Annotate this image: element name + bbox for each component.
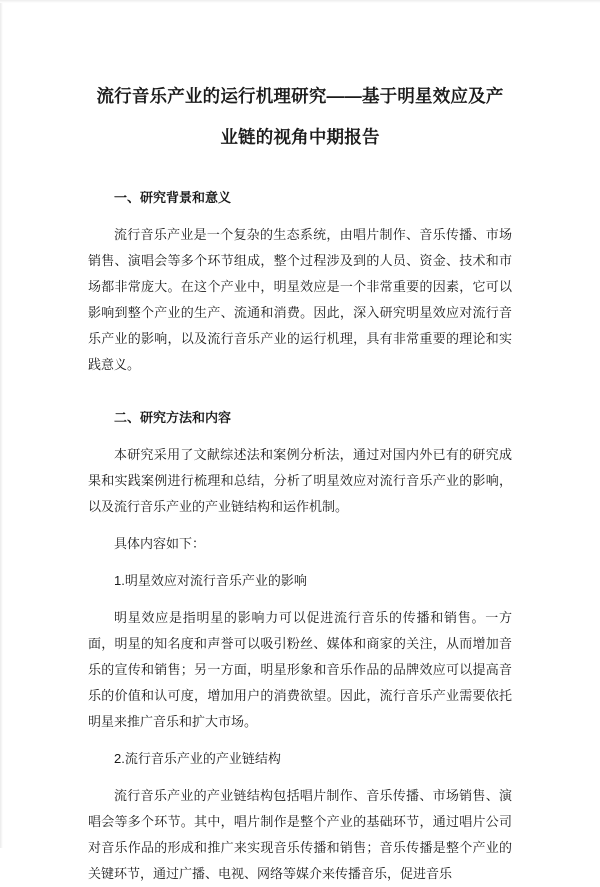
body-paragraph: 流行音乐产业的产业链结构包括唱片制作、音乐传播、市场销售、演唱会等多个环节。其中，唱片制作是整个产业的基础环节，通过唱片公司对音乐作品的形成和推广来实现音乐传播和销售；音乐传播是整个产业的关键环节，通过广播、电视、网络等媒介来传播音乐，促进音乐 — [88, 788, 512, 881]
document-content — [88, 0, 512, 887]
section-heading: 二、研究方法和内容 — [114, 410, 232, 425]
document-title: 流行音乐产业的运行机理研究——基于明星效应及产业链的视角中期报告 — [96, 86, 504, 147]
body-paragraph: 本研究采用了文献综述法和案例分析法，通过对国内外已有的研究成果和实践案例进行梳理和总结，分析了明星效应对流行音乐产业的影响，以及流行音乐产业的产业链结构和运作机制。 — [88, 447, 512, 514]
body-paragraph: 具体内容如下： — [114, 536, 206, 551]
document-body — [88, 158, 512, 887]
sub-heading: 1.明星效应对流行音乐产业的影响 — [114, 573, 307, 588]
page-left-edge-shadow — [0, 0, 3, 848]
body-paragraph: 流行音乐产业是一个复杂的生态系统，由唱片制作、音乐传播、市场销售、演唱会等多个环节组成，整个过程涉及到的人员、资金、技术和市场都非常庞大。在这个产业中，明星效应是一个非常重要的因素，它可以影响到整个产业的生产、流通和消费。因此，深入研究明星效应对流行音乐产业的影响，以及流行音乐产业的运行机理，具有非常重要的理论和实践意义。 — [88, 227, 512, 372]
sub-heading: 2.流行音乐产业的产业链结构 — [114, 751, 281, 766]
body-paragraph: 明星效应是指明星的影响力可以促进流行音乐的传播和销售。一方面，明星的知名度和声誉可以吸引粉丝、媒体和商家的关注，从而增加音乐的宣传和销售；另一方面，明星形象和音乐作品的品牌效应可以提高音乐的价值和认可度，增加用户的消费欲望。因此，流行音乐产业需要依托明星来推广音乐和扩大市场。 — [88, 610, 512, 729]
section-heading: 一、研究背景和意义 — [114, 190, 232, 205]
